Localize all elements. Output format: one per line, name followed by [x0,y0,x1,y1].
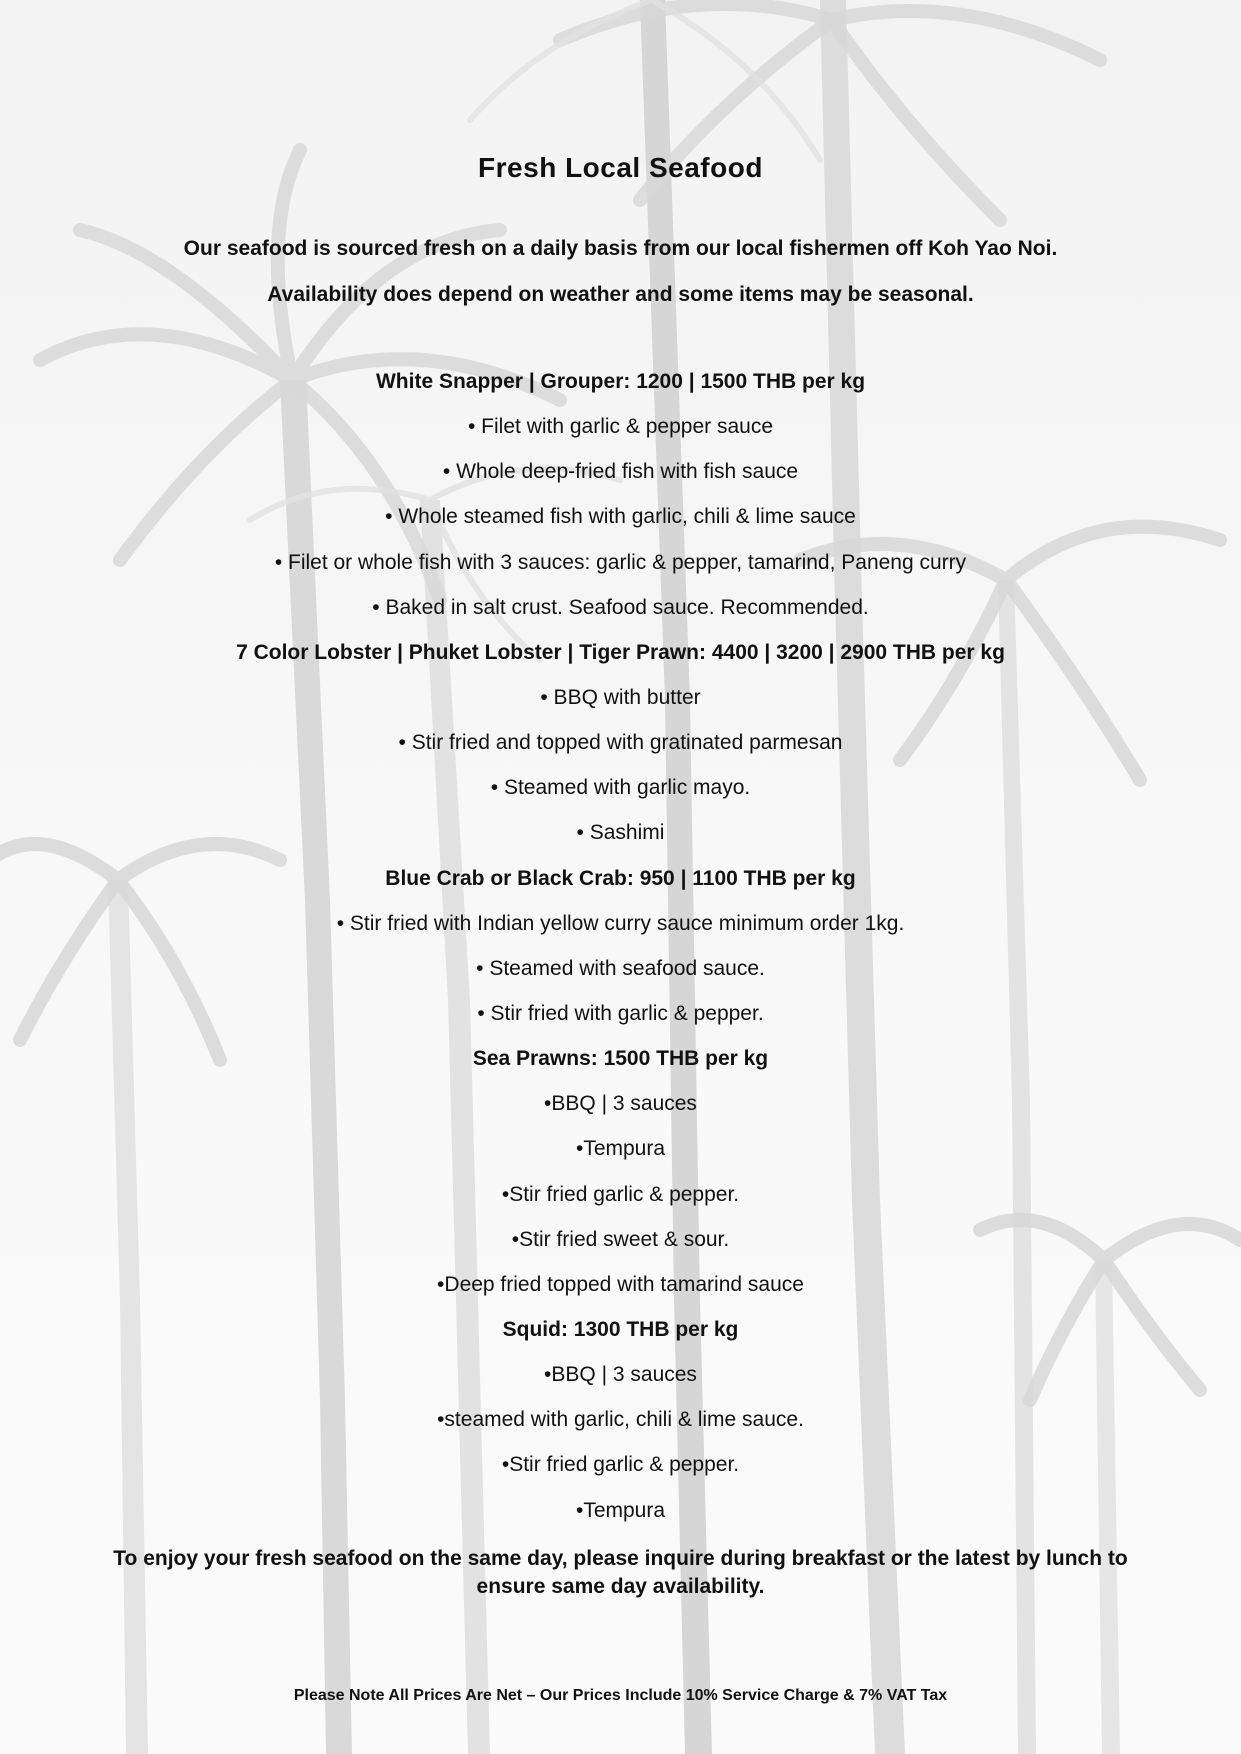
menu-item: • Steamed with garlic mayo. [490,776,751,800]
section-heading: Squid: 1300 THB per kg [502,1317,739,1341]
menu-item: •Tempura [575,1137,666,1161]
menu-item: • Filet with garlic & pepper sauce [468,415,773,439]
menu-item: • BBQ with butter [540,685,701,709]
intro-line: Availability does depend on weather and some items may be seasonal. [267,283,974,306]
section-heading: Blue Crab or Black Crab: 950 | 1100 THB per kg [385,866,856,890]
menu-item: • Whole steamed fish with garlic, chili & lime sauce [385,505,856,529]
menu-item: •Stir fried garlic & pepper. [501,1453,740,1477]
availability-note: To enjoy your fresh seafood on the same day, please inquire during breakfast or the latest by lunch to ensure same day availability. [113,1547,1128,1598]
section-heading: White Snapper | Grouper: 1200 | 1500 THB per kg [375,370,866,393]
menu-item: • Filet or whole fish with 3 sauces: garlic & pepper, tamarind, Paneng curry [274,550,967,574]
menu-item: • Stir fried with garlic & pepper. [477,1001,764,1025]
menu-item: • Steamed with seafood sauce. [476,956,765,980]
menu-item: • Whole deep-fried fish with fish sauce [442,460,799,484]
section-heading: Sea Prawns: 1500 THB per kg [472,1047,769,1071]
intro-line: Our seafood is sourced fresh on a daily basis from our local fishermen off Koh Yao Noi. [183,237,1058,260]
page-title: Fresh Local Seafood [478,152,763,183]
menu-item: •BBQ | 3 sauces [544,1363,697,1387]
menu-item: • Baked in salt crust. Seafood sauce. Recommended. [372,595,869,619]
menu-item: •Stir fried garlic & pepper. [501,1182,740,1206]
menu-item: • Stir fried and topped with gratinated parmesan [398,731,843,755]
menu-item: • Stir fried with Indian yellow curry sauce minimum order 1kg. [336,911,905,935]
seafood-menu-list [0,367,1241,1541]
menu-item: •Tempura [575,1498,666,1522]
menu-item: •Deep fried topped with tamarind sauce [437,1272,804,1296]
menu-item: •Stir fried sweet & sour. [511,1227,730,1251]
price-footer-note: Please Note All Prices Are Net – Our Prices Include 10% Service Charge & 7% VAT Tax [293,1687,948,1704]
menu-item: • Sashimi [576,821,665,845]
section-heading: 7 Color Lobster | Phuket Lobster | Tiger Prawn: 4400 | 3200 | 2900 THB per kg [236,640,1005,664]
menu-item: •steamed with garlic, chili & lime sauce. [437,1408,804,1432]
menu-item: •BBQ | 3 sauces [544,1092,697,1116]
